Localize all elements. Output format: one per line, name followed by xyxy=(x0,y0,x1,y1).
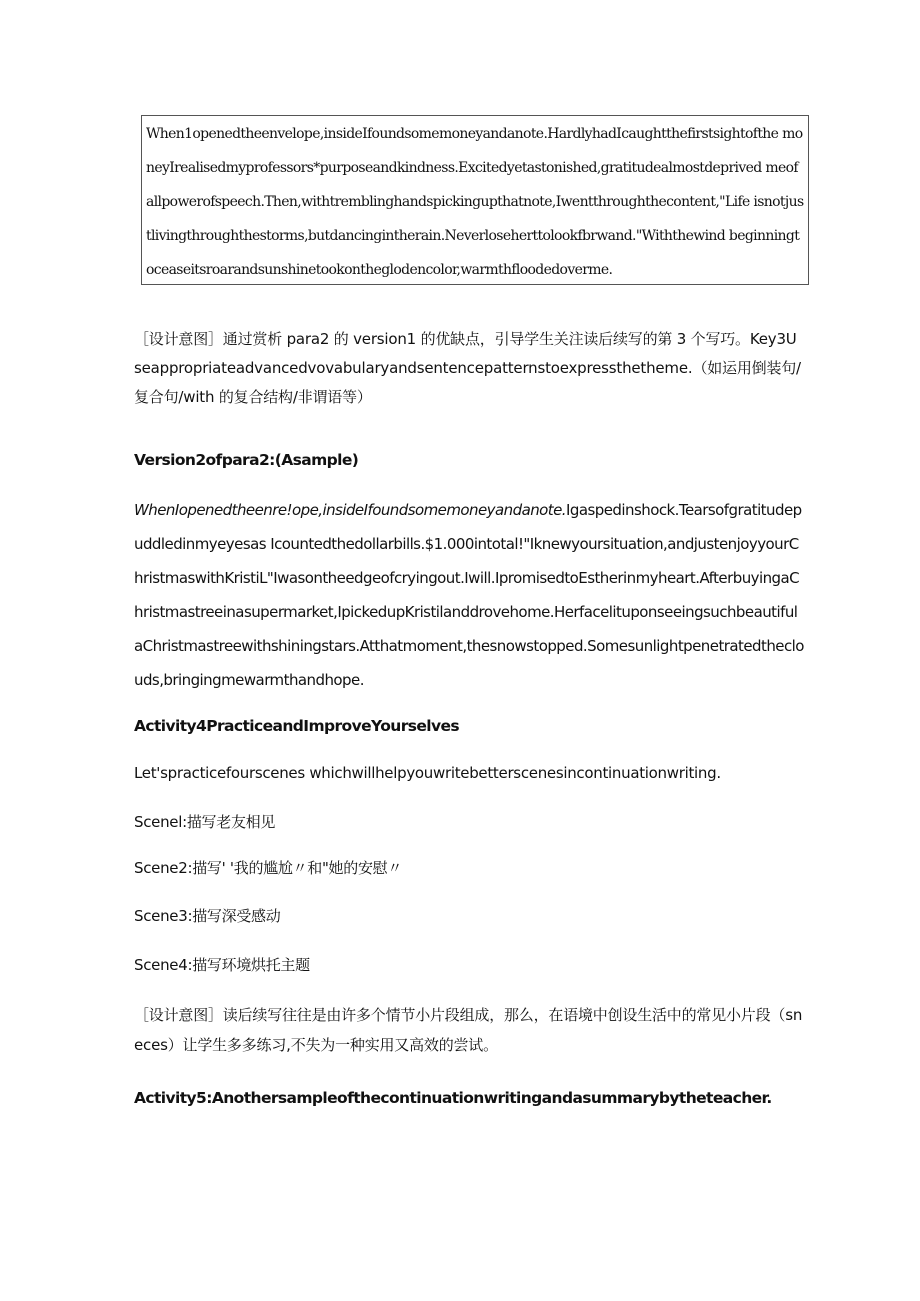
activity4-intro: Let'spracticefourscenes whichwillhelpyouwritebetterscenesincontinuationwriting. xyxy=(134,764,721,782)
version2-sample-paragraph xyxy=(134,493,804,697)
version2-sample-opening: WhenIopenedtheenre!ope,insideIfoundsomemoneyandanote. xyxy=(134,501,567,519)
scene-1: Scenel:描写老友相见 xyxy=(134,813,276,831)
version2-heading: Version2ofpara2:(Asample) xyxy=(134,451,359,469)
version2-sample-body: Igaspedinshock.Tearsofgratitudepuddledinmyeyesas Icountedthedollarbills.$1.000intotal!"Iknewyoursituation,andjustenjoyyourChristmaswithKristiL"Iwasontheedgeofcryingout.Iwill.IpromisedtoEstherinmyheart.AfterbuyingaChristmastreeinasupermarket,IpickedupKristilanddrovehome.HerfacelituponseeingsuchbeautifulaChristmastreewithshiningstars.Atthatmoment,thesnowstopped.Somesunlightpenetratedtheclouds,bringingmewarmthandhope. xyxy=(134,501,804,689)
activity4-heading: Activity4PracticeandImproveYourselves xyxy=(134,717,460,735)
scene-3: Scene3:描写深受感动 xyxy=(134,907,281,925)
design-intent-note-2: ［设计意图］读后续写往往是由许多个情节小片段组成，那么，在语境中创设生活中的常见小片段（sneces）让学生多多练习,不失为一种实用又高效的尝试。 xyxy=(134,1006,803,1054)
boxed-paragraph-text: When1openedtheenvelope,insideIfoundsomemoneyandanote.HardlyhadIcaughtthefirstsightofthe moneyIrealisedmyprofessors*purposeandkindness.Excitedyetastonished,gratitudealmostdeprived meofallpowerofspeech.Then,withtremblinghandspickingupthatnote,Iwentthroughthecontent,"Life isnotjustlivingthroughthestorms,butdancingintherain.Neverloseherttolookfbrwand."Withthewind beginningtoceaseitsroarandsunshinetookontheglodencolor,warmthfloodedoverme. xyxy=(146,126,804,278)
boxed-sample-paragraph xyxy=(141,115,809,285)
scene-4: Scene4:描写环境烘托主题 xyxy=(134,956,310,974)
scene-2: Scene2:描写' '我的尴尬〃和"她的安慰〃 xyxy=(134,859,403,877)
design-intent-note-1: ［设计意图］通过赏析 para2 的 version1 的优缺点，引导学生关注读后续写的第 3 个写巧。Key3Useappropriateadvancedvovabularyandsentencepatternstoexpressthetheme.（如运用倒装句/复合句/with 的复合结构/非谓语等） xyxy=(134,330,801,406)
activity5-heading: Activity5:Anothersampleofthecontinuationwritingandasummarybytheteacher. xyxy=(134,1089,772,1107)
